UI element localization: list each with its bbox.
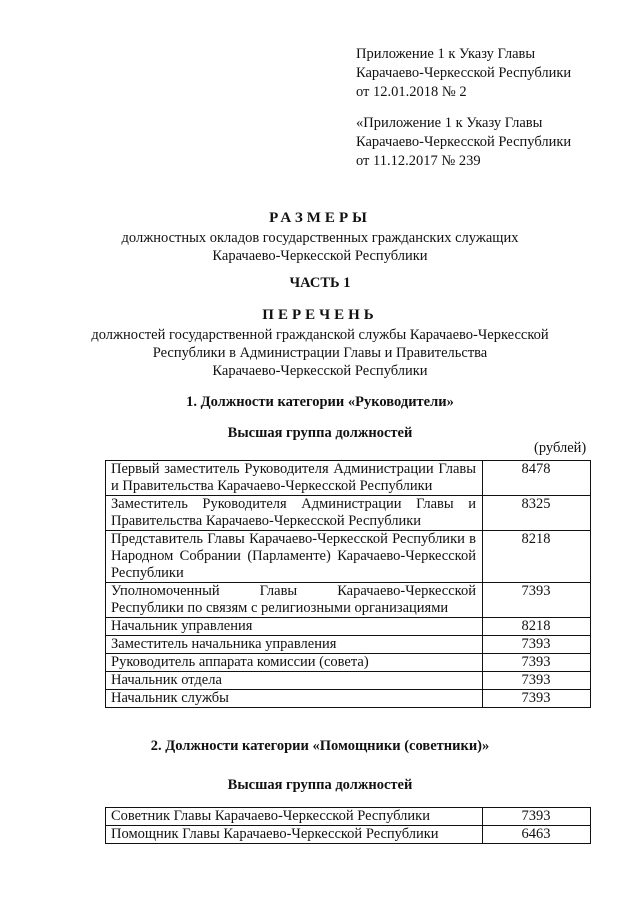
document-subtitle-line: Карачаево-Черкесской Республики	[212, 248, 428, 264]
section-heading: 1. Должности категории «Руководители»	[186, 394, 454, 410]
table-row	[106, 461, 591, 496]
table-row	[106, 583, 591, 618]
document-title: РАЗМЕРЫ	[269, 210, 371, 226]
salary-table-advisors	[105, 807, 591, 844]
salary-value: 7393	[483, 636, 591, 654]
list-subtitle-line: должностей государственной гражданской службы Карачаево-Черкесской	[91, 327, 549, 343]
list-subtitle-line: Карачаево-Черкесской Республики	[212, 363, 428, 379]
table-row	[106, 618, 591, 636]
salary-value: 8218	[483, 531, 591, 583]
appendix-line: Приложение 1 к Указу Главы	[356, 46, 536, 62]
salary-value: 8478	[483, 461, 591, 496]
salary-value: 7393	[483, 583, 591, 618]
salary-value: 6463	[483, 826, 591, 844]
salary-value: 8325	[483, 496, 591, 531]
list-title: ПЕРЕЧЕНЬ	[262, 307, 378, 323]
list-subtitle-line: Республики в Администрации Главы и Правительства	[152, 345, 488, 361]
salary-value: 7393	[483, 808, 591, 826]
salary-value: 7393	[483, 654, 591, 672]
position-name: Первый заместитель Руководителя Администрации Главы и Правительства Карачаево-Черкесской Республики	[106, 461, 483, 496]
table-row	[106, 654, 591, 672]
table-row	[106, 690, 591, 708]
table-row	[106, 636, 591, 654]
appendix-line: от 11.12.2017 № 239	[356, 153, 481, 169]
position-name: Уполномоченный Главы Карачаево-Черкесской Республики по связям с религиозными организациями	[106, 583, 483, 618]
salary-value: 7393	[483, 690, 591, 708]
salary-value: 7393	[483, 672, 591, 690]
position-name: Руководитель аппарата комиссии (совета)	[106, 654, 483, 672]
appendix-block-original	[356, 114, 571, 171]
part-heading: ЧАСТЬ 1	[289, 275, 351, 291]
appendix-line: «Приложение 1 к Указу Главы	[356, 115, 543, 131]
position-name: Начальник службы	[106, 690, 483, 708]
table-row	[106, 672, 591, 690]
position-name: Начальник отдела	[106, 672, 483, 690]
salary-value: 8218	[483, 618, 591, 636]
group-heading: Высшая группа должностей	[227, 777, 413, 793]
table-row	[106, 496, 591, 531]
position-name: Заместитель начальника управления	[106, 636, 483, 654]
table-row	[106, 808, 591, 826]
section-heading: 2. Должности категории «Помощники (советники)»	[150, 738, 490, 754]
position-name: Помощник Главы Карачаево-Черкесской Республики	[106, 826, 483, 844]
position-name: Советник Главы Карачаево-Черкесской Республики	[106, 808, 483, 826]
table-row	[106, 531, 591, 583]
appendix-line: Карачаево-Черкесской Республики	[356, 65, 572, 81]
currency-unit-label: (рублей)	[534, 440, 587, 456]
position-name: Представитель Главы Карачаево-Черкесской Республики в Народном Собрании (Парламенте) Карачаево-Черкесской Республики	[106, 531, 483, 583]
position-name: Начальник управления	[106, 618, 483, 636]
document-subtitle-line: должностных окладов государственных гражданских служащих	[121, 230, 519, 246]
table-row	[106, 826, 591, 844]
appendix-line: от 12.01.2018 № 2	[356, 84, 467, 100]
position-name: Заместитель Руководителя Администрации Главы и Правительства Карачаево-Черкесской Республики	[106, 496, 483, 531]
salary-table-leaders	[105, 460, 591, 708]
appendix-block-current	[356, 45, 571, 102]
group-heading: Высшая группа должностей	[227, 425, 413, 441]
appendix-line: Карачаево-Черкесской Республики	[356, 134, 572, 150]
